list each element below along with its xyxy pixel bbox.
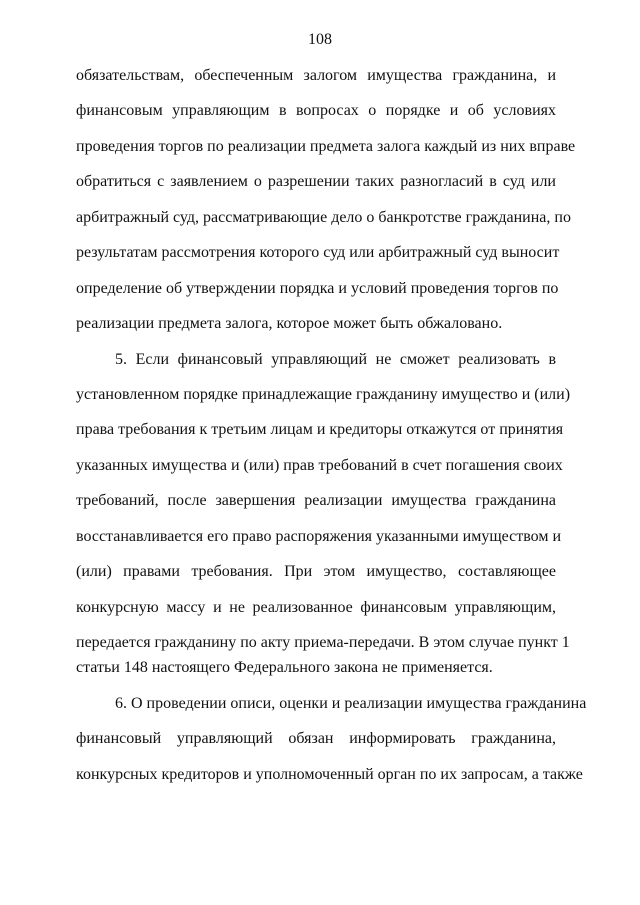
text-line: реализации предмета залога, которое может быть обжаловано. xyxy=(76,315,503,332)
text-line: финансовым управляющим в вопросах о порядке и об условиях xyxy=(76,102,556,119)
text-line: проведения торгов по реализации предмета залога каждый из них вправе xyxy=(76,138,576,155)
paragraph-start-line: 6. О проведении описи, оценки и реализации имущества гражданина xyxy=(115,695,587,712)
text-line: установленном порядке принадлежащие гражданину имущество и (или) xyxy=(76,386,571,403)
text-line: передается гражданину по акту приема-передачи. В этом случае пункт 1 xyxy=(76,634,570,651)
text-line: статьи 148 настоящего Федерального закона не применяется. xyxy=(76,659,493,676)
text-line: определение об утверждении порядка и условий проведения торгов по xyxy=(76,280,559,297)
text-line: арбитражный суд, рассматривающие дело о банкротстве гражданина, по xyxy=(76,209,571,226)
page-number: 108 xyxy=(308,31,332,48)
text-line: финансовый управляющий обязан информировать гражданина, xyxy=(76,730,556,747)
text-line: результатам рассмотрения которого суд или арбитражный суд выносит xyxy=(76,244,560,261)
text-line: обратиться с заявлением о разрешении таких разногласий в суд или xyxy=(76,173,556,190)
text-line: восстанавливается его право распоряжения указанными имуществом и xyxy=(76,528,562,545)
paragraph-start-line: 5. Если финансовый управляющий не сможет реализовать в xyxy=(115,351,556,368)
text-line: конкурсную массу и не реализованное финансовым управляющим, xyxy=(76,599,556,616)
text-line: конкурсных кредиторов и уполномоченный орган по их запросам, а также xyxy=(76,766,583,783)
text-line: права требования к третьим лицам и кредиторы откажутся от принятия xyxy=(76,421,564,438)
text-line: (или) правами требования. При этом имущество, составляющее xyxy=(76,563,556,580)
text-line: обязательствам, обеспеченным залогом имущества гражданина, и xyxy=(76,67,556,84)
text-line: требований, после завершения реализации имущества гражданина xyxy=(76,492,556,509)
text-line: указанных имущества и (или) прав требований в счет погашения своих xyxy=(76,457,563,474)
